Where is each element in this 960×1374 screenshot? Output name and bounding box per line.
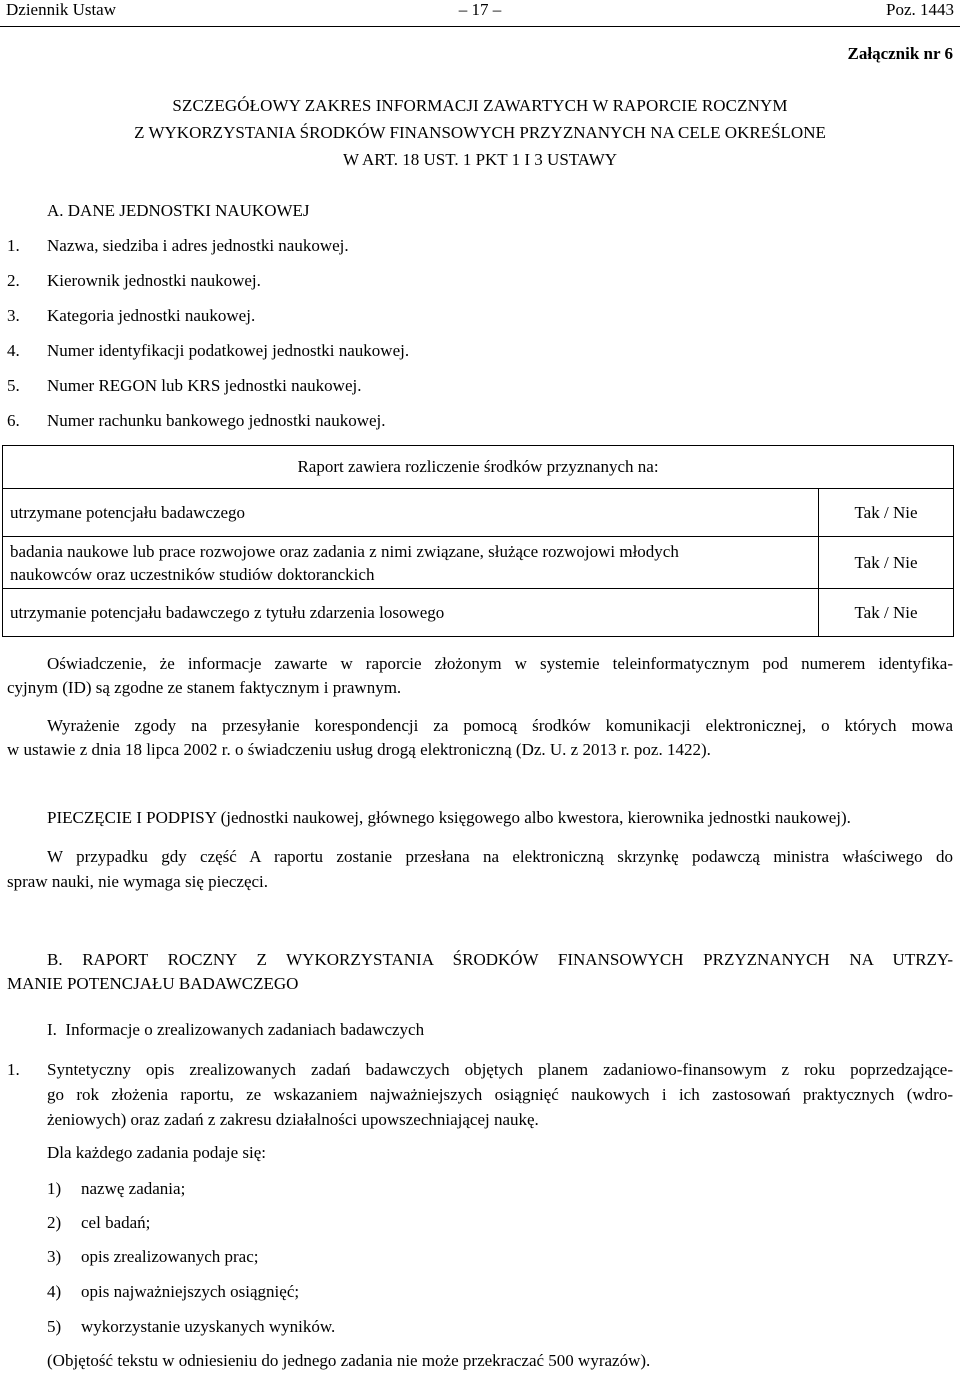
stamps-and-signatures: PIECZĘCIE I PODPISY (jednostki naukowej, głównego księgowego albo kwestora, kierownika jednostki naukowej). [47,808,851,827]
electronic-note-line-2: spraw nauki, nie wymaga się pieczęci. [7,872,269,891]
section-a-item-num: 6. [7,411,20,430]
section-a-item-num: 4. [7,341,20,360]
section-b-subheading: I. Informacje o zrealizowanych zadaniach badawczych [47,1020,425,1039]
table-row-description [3,489,819,537]
title-line-3: W ART. 18 UST. 1 PKT 1 I 3 USTAWY [342,150,618,169]
table-row [3,537,954,589]
section-a-item: Numer REGON lub KRS jednostki naukowej. [47,376,362,395]
table-row-option: Tak / Nie [819,537,954,589]
header-right: Poz. 1443 [886,0,954,19]
list-item: opis zrealizowanych prac; [81,1247,259,1266]
table-row [3,489,954,537]
statement-2-line-1: Wyrażenie zgody na przesyłanie korespondencji za pomocą środków komunikacji elektronicznej, o których mowa [47,716,953,735]
title-line-2: Z WYKORZYSTANIA ŚRODKÓW FINANSOWYCH PRZYZNANYCH NA CELE OKREŚLONE [134,123,826,142]
list-item: wykorzystanie uzyskanych wyników. [81,1317,336,1336]
list-item: nazwę zadania; [81,1179,186,1198]
list-item: cel badań; [81,1213,151,1232]
section-a-item-num: 5. [7,376,20,395]
list-item-number: 2) [47,1213,62,1232]
list-item: opis najważniejszych osiągnięć; [81,1282,300,1301]
statement-1-line-1: Oświadczenie, że informacje zawarte w raporcie złożonym w systemie teleinformatycznym pod numerem identyfika- [47,654,953,673]
section-b-heading-line-2: MANIE POTENCJAŁU BADAWCZEGO [7,974,299,993]
list-item-number: 5) [47,1317,62,1336]
list-item-number: 3) [47,1247,62,1266]
table-heading: Raport zawiera rozliczenie środków przyznanych na: [3,446,954,489]
table-row-line: badania naukowe lub prace rozwojowe oraz zadania z nimi związane, służące rozwojowi młodych [10,541,679,561]
table-row-description [3,537,819,589]
section-a-heading: A. DANE JEDNOSTKI NAUKOWEJ [47,201,310,220]
section-a-item: Numer rachunku bankowego jednostki naukowej. [47,411,386,430]
header-left: Dziennik Ustaw [6,0,117,19]
header-page-number: – 17 – [458,0,502,19]
list-item-number: 1) [47,1179,62,1198]
section-a-item: Kierownik jednostki naukowej. [47,271,261,290]
table-row-line: utrzymanie potencjału badawczego z tytułu zdarzenia losowego [10,603,445,622]
word-limit-note: (Objętość tekstu w odniesieniu do jednego zadania nie może przekraczać 500 wyrazów). [47,1351,651,1370]
table-row-line: naukowców oraz uczestników studiów doktoranckich [10,564,375,584]
point-1-line-1: Syntetyczny opis zrealizowanych zadań badawczych objętych planem zadaniowo-finansowym z roku poprzedzające- [47,1060,953,1079]
report-scope-table [2,445,954,637]
section-a-item: Numer identyfikacji podatkowej jednostki naukowej. [47,341,410,360]
section-a-item-num: 3. [7,306,20,325]
point-1-line-3: żeniowych) oraz zadań z zakresu działalności upowszechniającej naukę. [47,1110,539,1129]
section-a-item-num: 2. [7,271,20,290]
point-1-line-2: go rok złożenia raportu, ze wskazaniem najważniejszych osiągnięć naukowych i ich zastosowań praktycznych (wdro- [47,1085,953,1104]
section-a-item: Kategoria jednostki naukowej. [47,306,256,325]
statement-1-line-2: cyjnym (ID) są zgodne ze stanem faktycznym i prawnym. [7,678,402,697]
table-row-description [3,589,819,637]
section-a-item-num: 1. [7,236,20,255]
list-item-number: 4) [47,1282,62,1301]
header-rule [0,26,960,27]
point-1-number: 1. [7,1060,20,1079]
table-row-option: Tak / Nie [819,489,954,537]
annex-label: Załącznik nr 6 [847,44,953,63]
title-line-1: SZCZEGÓŁOWY ZAKRES INFORMACJI ZAWARTYCH W RAPORCIE ROCZNYM [172,96,788,115]
table-row-option: Tak / Nie [819,589,954,637]
table-header-row [3,446,954,489]
table-row [3,589,954,637]
electronic-note-line-1: W przypadku gdy część A raportu zostanie przesłana na elektroniczną skrzynkę podawczą ministra właściwego do [47,847,953,866]
task-list-intro: Dla każdego zadania podaje się: [47,1143,267,1162]
table-row-line: utrzymane potencjału badawczego [10,503,246,522]
section-b-heading-line-1: B. RAPORT ROCZNY Z WYKORZYSTANIA ŚRODKÓW FINANSOWYCH PRZYZNANYCH NA UTRZY- [47,950,953,969]
section-a-item: Nazwa, siedziba i adres jednostki naukowej. [47,236,349,255]
statement-2-line-2: w ustawie z dnia 18 lipca 2002 r. o świadczeniu usług drogą elektroniczną (Dz. U. z 2013 r. poz. 1422). [7,740,711,759]
